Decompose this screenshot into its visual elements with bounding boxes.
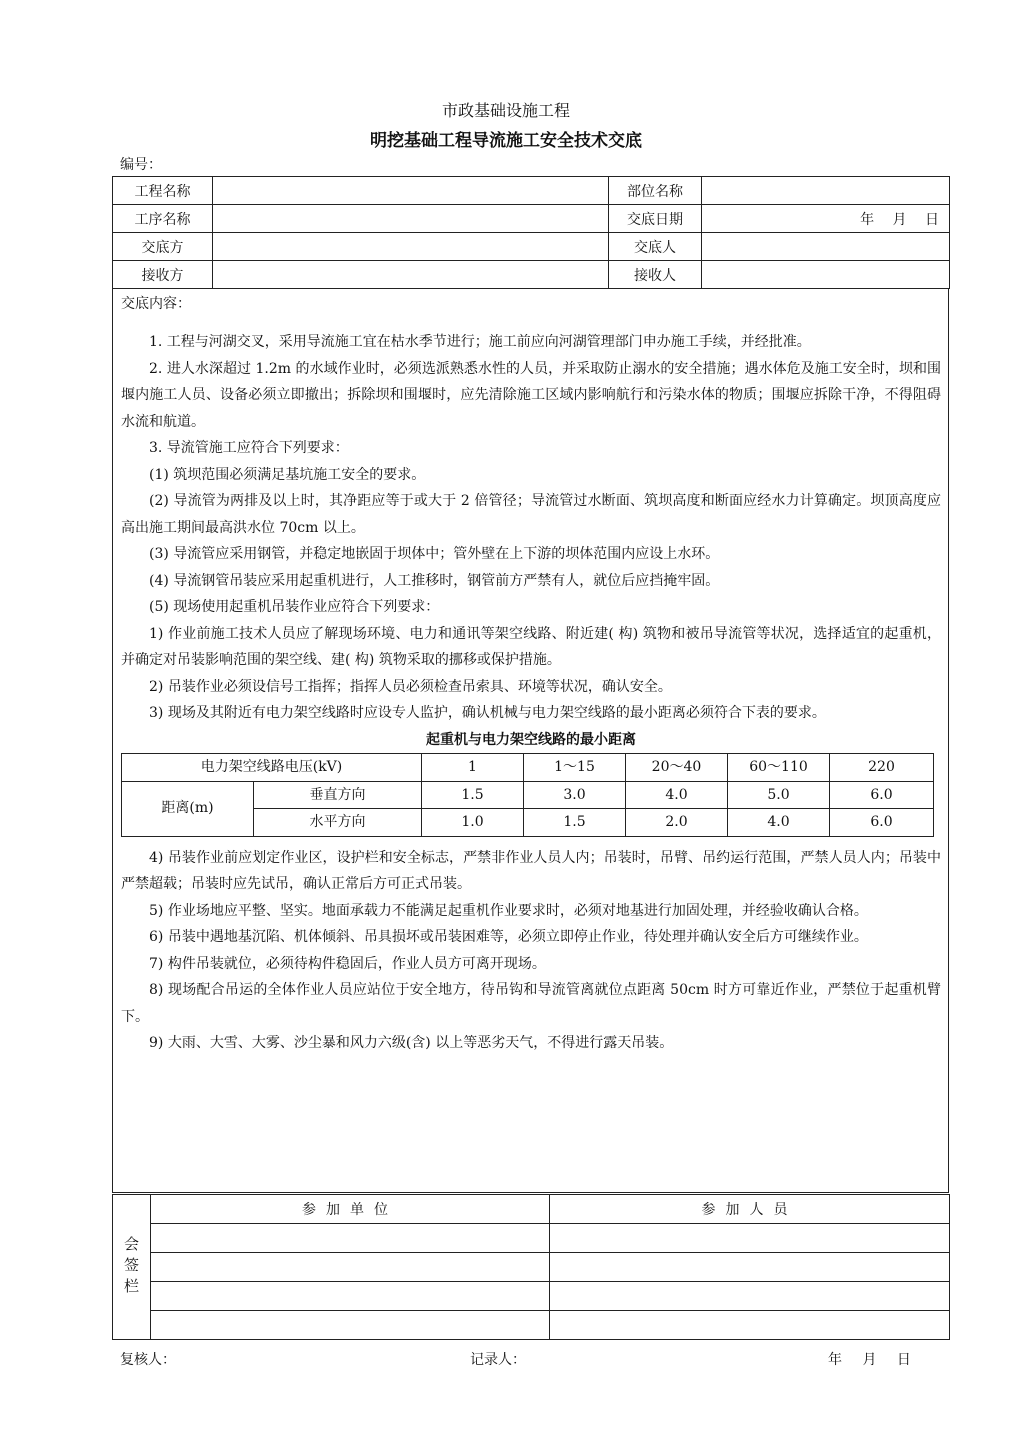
content-section [112,289,949,1193]
paragraph: (1) 筑坝范围必须满足基坑施工安全的要求。 [149,466,426,483]
paragraph: (5) 现场使用起重机吊装作业应符合下列要求： [149,599,440,615]
paragraph: 1) 作业前施工技术人员应了解现场环境、电力和通讯等架空线路、附近建( 构) 筑物和被吊导流管等状况，选择适宜的起重机，并确定对吊装影响范围的架空线、建( 构) 筑物采取的挪移或保护措施。 [121,625,941,668]
person-cell[interactable] [550,1282,950,1311]
voltage-cell: 220 [830,754,934,782]
voltage-cell: 1～15 [524,754,626,782]
unit-cell[interactable] [151,1311,550,1340]
date-label: 交底日期 [609,205,702,233]
date-value[interactable]: 年 月 日 [702,205,950,233]
voltage-header: 电力架空线路电压(kV) [122,754,422,782]
vertical-cell: 6.0 [830,781,934,809]
distance-header: 距离(m) [122,781,254,836]
party-value[interactable] [213,233,609,261]
party-label: 交底方 [113,233,213,261]
horizontal-label: 水平方向 [254,809,422,837]
paragraph: 1. 工程与河湖交叉，采用导流施工宜在枯水季节进行；施工前应向河湖管理部门申办施工手续，并经批准。 [149,334,811,350]
receiver-party-label: 接收方 [113,261,213,289]
horizontal-cell: 6.0 [830,809,934,837]
process-name-value[interactable] [213,205,609,233]
horizontal-cell: 1.5 [524,809,626,837]
horizontal-cell: 4.0 [728,809,830,837]
voltage-cell: 60～110 [728,754,830,782]
paragraph: 3. 导流管施工应符合下列要求： [149,440,349,456]
unit-cell[interactable] [151,1282,550,1311]
person-label: 交底人 [609,233,702,261]
person-cell[interactable] [550,1253,950,1282]
vertical-cell: 4.0 [626,781,728,809]
process-name-label: 工序名称 [113,205,213,233]
person-header: 参加人员 [550,1195,950,1224]
vertical-cell: 3.0 [524,781,626,809]
project-name-label: 工程名称 [113,177,213,205]
vertical-cell: 5.0 [728,781,830,809]
unit-cell[interactable] [151,1224,550,1253]
footer-date: 年 月 日 [828,1352,911,1368]
unit-header: 参加单位 [151,1195,550,1224]
horizontal-cell: 2.0 [626,809,728,837]
content-body [121,329,941,1057]
paragraph: 8) 现场配合吊运的全体作业人员应站位于安全地方，待吊钩和导流管离就位点距离 50cm 时方可靠近作业，严禁位于起重机臂下。 [121,982,941,1025]
document-category: 市政基础设施工程 [441,101,570,120]
distance-table [121,753,934,837]
paragraph: 4) 吊装作业前应划定作业区，设护栏和安全标志，严禁非作业人员人内；吊装时，吊臂、吊约运行范围，严禁人员人内；吊装中严禁超载；吊装时应先试吊，确认正常后方可正式吊装。 [121,849,941,892]
recorder-label: 记录人： [470,1352,526,1368]
horizontal-cell: 1.0 [422,809,524,837]
voltage-cell: 20～40 [626,754,728,782]
paragraph: (2) 导流管为两排及以上时，其净距应等于或大于 2 倍管径；导流管过水断面、筑坝高度和断面应经水力计算确定。坝顶高度应高出施工期间最高洪水位 70cm 以上。 [121,493,941,536]
paragraph: (3) 导流管应采用钢管，并稳定地嵌固于坝体中；管外壁在上下游的坝体范围内应设上水环。 [149,546,720,562]
part-name-label: 部位名称 [609,177,702,205]
content-label: 交底内容： [121,296,191,312]
document-title: 明挖基础工程导流施工安全技术交底 [370,131,642,151]
person-cell[interactable] [550,1224,950,1253]
reviewer-label: 复核人： [120,1352,176,1368]
part-name-value[interactable] [702,177,950,205]
sign-table [112,1194,950,1340]
vertical-cell: 1.5 [422,781,524,809]
paragraph: 5) 作业场地应平整、坚实。地面承载力不能满足起重机作业要求时，必须对地基进行加固处理，并经验收确认合格。 [149,902,868,919]
sign-side-label: 会签栏 [113,1195,151,1340]
receiver-party-value[interactable] [213,261,609,289]
paragraph: 7) 构件吊装就位，必须待构件稳固后，作业人员方可离开现场。 [149,955,546,972]
receiver-label: 接收人 [609,261,702,289]
distance-table-title: 起重机与电力架空线路的最小距离 [426,731,636,748]
info-table [112,176,950,289]
paragraph: 9) 大雨、大雪、大雾、沙尘暴和风力六级(含) 以上等恶劣天气，不得进行露天吊装。 [149,1035,674,1051]
person-value[interactable] [702,233,950,261]
paragraph: 2) 吊装作业必须设信号工指挥；指挥人员必须检查吊索具、环境等状况，确认安全。 [149,678,672,695]
person-cell[interactable] [550,1311,950,1340]
receiver-value[interactable] [702,261,950,289]
code-label: 编号： [120,157,162,173]
paragraph: 6) 吊装中遇地基沉陷、机体倾斜、吊具损坏或吊装困难等，必须立即停止作业，待处理并确认安全后方可继续作业。 [149,929,868,945]
paragraph: 3) 现场及其附近有电力架空线路时应设专人监护，确认机械与电力架空线路的最小距离必须符合下表的要求。 [149,705,826,721]
project-name-value[interactable] [213,177,609,205]
paragraph: (4) 导流钢管吊装应采用起重机进行，人工推移时，钢管前方严禁有人，就位后应挡掩牢固。 [149,572,720,589]
vertical-label: 垂直方向 [254,781,422,809]
unit-cell[interactable] [151,1253,550,1282]
paragraph: 2. 进人水深超过 1.2m 的水域作业时，必须选派熟悉水性的人员，并采取防止溺水的安全措施；遇水体危及施工安全时，坝和围堰内施工人员、设备必须立即撤出；拆除坝和围堰时，应先清除施工区域内影响航行和污染水体的物质；围堰应拆除干净，不得阻碍水流和航道。 [121,360,941,430]
voltage-cell: 1 [422,754,524,782]
